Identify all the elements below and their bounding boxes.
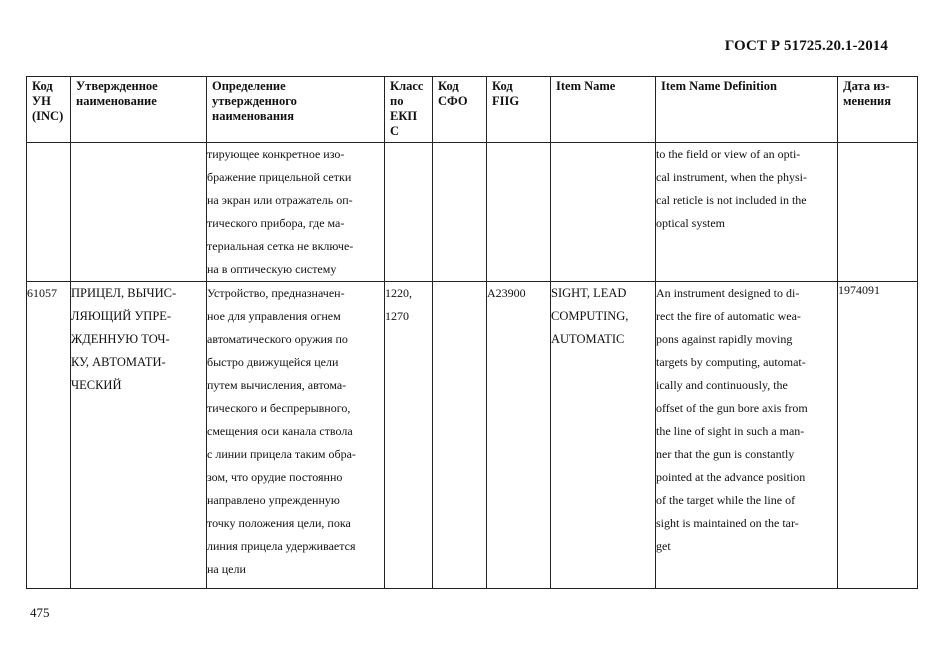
cell-text-line: териальная сетка не включе-	[207, 239, 354, 253]
cell-text-line: COMPUTING,	[551, 309, 629, 323]
cell-text-line: смещения оси канала ствола	[207, 424, 353, 438]
data-table	[26, 76, 918, 589]
cell-fiig	[487, 143, 551, 282]
table-row-61057	[27, 282, 918, 589]
col-header-line: Item Name Definition	[661, 79, 777, 93]
page-number: 475	[30, 605, 50, 620]
col-header-name-ru	[71, 77, 207, 143]
cell-text-line: ПРИЦЕЛ, ВЫЧИС-	[71, 286, 177, 300]
cell-class	[385, 282, 433, 589]
cell-definition-ru	[207, 143, 385, 282]
col-header-line: менения	[843, 94, 891, 108]
col-header-line: наименование	[76, 94, 157, 108]
cell-sfo	[433, 143, 487, 282]
cell-text-line: pons against rapidly moving	[656, 332, 793, 346]
cell-text-line: 1220,	[385, 286, 412, 300]
col-header-line: С	[390, 124, 400, 138]
cell-text-line: AUTOMATIC	[551, 332, 625, 346]
cell-text-line: sight is maintained on the tar-	[656, 516, 799, 530]
cell-text-line: optical system	[656, 216, 725, 230]
cell-text-line: offset of the gun bore axis from	[656, 401, 808, 415]
cell-text-line: ное для управления огнем	[207, 309, 341, 323]
col-header-line: наименования	[212, 109, 295, 123]
cell-text-line: КУ, АВТОМАТИ-	[71, 355, 166, 369]
cell-text-line: на экран или отражатель оп-	[207, 193, 353, 207]
cell-text-line: rect the fire of automatic wea-	[656, 309, 801, 323]
cell-text-line: SIGHT, LEAD	[551, 286, 627, 300]
col-header-line: по	[390, 94, 404, 108]
cell-text-line: зом, что орудие постоянно	[207, 470, 343, 484]
cell-sfo	[433, 282, 487, 589]
cell-inc	[27, 143, 71, 282]
col-header-line: Утвержденное	[76, 79, 158, 93]
cell-item-name	[551, 282, 656, 589]
col-header-fiig	[487, 77, 551, 143]
cell-text-line: ЖДЕННУЮ ТОЧ-	[71, 332, 170, 346]
table-row-continuation	[27, 143, 918, 282]
col-header-definition-ru	[207, 77, 385, 143]
header-row	[27, 77, 918, 143]
col-header-item-name	[551, 77, 656, 143]
cell-text-line: ically and continuously, the	[656, 378, 788, 392]
cell-name-ru	[71, 282, 207, 589]
cell-text-line: тирующее конкретное изо-	[207, 147, 345, 161]
cell-text-line: get	[656, 539, 671, 553]
cell-text-line: A23900	[487, 286, 526, 300]
col-header-inc	[27, 77, 71, 143]
cell-date	[838, 282, 918, 589]
cell-text-line: of the target while the line of	[656, 493, 796, 507]
cell-item-name	[551, 143, 656, 282]
cell-text-line: ner that the gun is constantly	[656, 447, 795, 461]
cell-text-line: cal instrument, when the physi-	[656, 170, 807, 184]
cell-text-line: An instrument designed to di-	[656, 286, 800, 300]
cell-text-line: Устройство, предназначен-	[207, 286, 345, 300]
cell-text-line: ЛЯЮЩИЙ УПРЕ-	[71, 309, 172, 323]
col-header-line: Дата из-	[843, 79, 890, 93]
cell-text-line: бражение прицельной сетки	[207, 170, 352, 184]
cell-text-line: на цели	[207, 562, 246, 576]
cell-text-line: направлено упрежденную	[207, 493, 340, 507]
cell-text-line: линия прицела удерживается	[207, 539, 356, 553]
cell-text-line: 1974091	[838, 283, 880, 297]
col-header-line: Определение	[212, 79, 286, 93]
col-header-class	[385, 77, 433, 143]
cell-text-line: с линии прицела таким обра-	[207, 447, 356, 461]
cell-date	[838, 143, 918, 282]
cell-fiig	[487, 282, 551, 589]
cell-text-line: pointed at the advance position	[656, 470, 806, 484]
col-header-line: СФО	[438, 94, 468, 108]
col-header-sfo	[433, 77, 487, 143]
col-header-line: ЕКП	[390, 109, 418, 123]
cell-text-line: автоматического оружия по	[207, 332, 348, 346]
cell-text-line: тического прибора, где ма-	[207, 216, 345, 230]
cell-inc	[27, 282, 71, 589]
cell-text-line: 61057	[27, 286, 57, 300]
cell-text-line: тического и беспрерывного,	[207, 401, 351, 415]
col-header-line: Код	[492, 79, 513, 93]
cell-text-line: cal reticle is not included in the	[656, 193, 807, 207]
cell-text-line: 1270	[385, 309, 409, 323]
cell-definition-en	[656, 143, 838, 282]
cell-text-line: на в оптическую систему	[207, 262, 337, 276]
col-header-line: (INC)	[32, 109, 64, 123]
col-header-date	[838, 77, 918, 143]
col-header-line: Код	[438, 79, 459, 93]
document-code: ГОСТ Р 51725.20.1-2014	[724, 38, 888, 54]
cell-definition-en	[656, 282, 838, 589]
cell-class	[385, 143, 433, 282]
col-header-line: Класс	[390, 79, 424, 93]
cell-text-line: targets by computing, automat-	[656, 355, 806, 369]
cell-text-line: the line of sight in such a man-	[656, 424, 805, 438]
col-header-line: Item Name	[556, 79, 616, 93]
cell-text-line: путем вычисления, автома-	[207, 378, 347, 392]
cell-text-line: ЧЕСКИЙ	[71, 378, 122, 392]
cell-name-ru	[71, 143, 207, 282]
cell-text-line: to the field or view of an opti-	[656, 147, 801, 161]
col-header-item-definition	[656, 77, 838, 143]
cell-text-line: быстро движущейся цели	[207, 355, 339, 369]
cell-text-line: точку положения цели, пока	[207, 516, 351, 530]
cell-definition-ru	[207, 282, 385, 589]
col-header-line: Код	[32, 79, 53, 93]
col-header-line: утвержденного	[212, 94, 297, 108]
col-header-line: FIIG	[492, 94, 520, 108]
col-header-line: УН	[32, 94, 51, 108]
